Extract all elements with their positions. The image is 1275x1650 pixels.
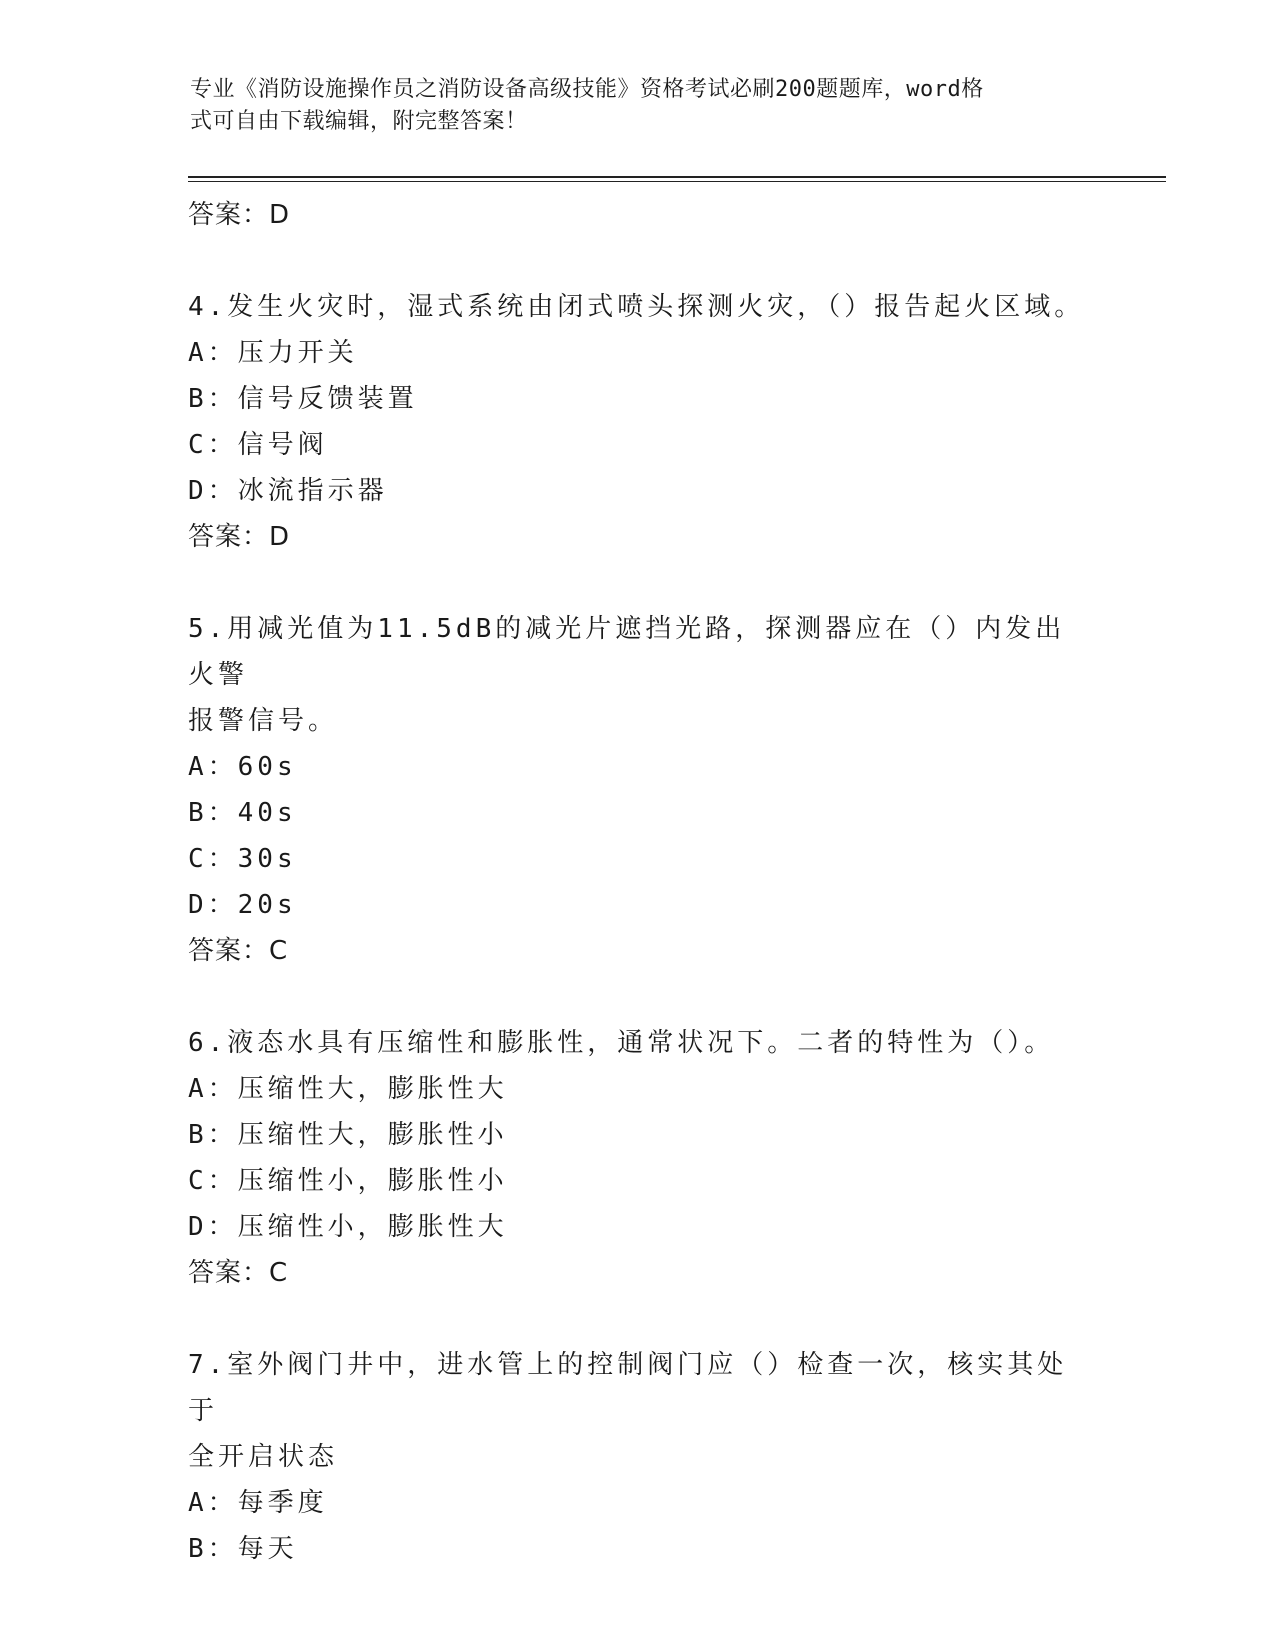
option-a: A：压缩性大，膨胀性大: [188, 1074, 508, 1104]
question-stem: 4.发生火灾时，湿式系统由闭式喷头探测火灾，（）报告起火区域。: [188, 292, 1085, 322]
header-divider-bottom: [188, 181, 1166, 182]
header-line-1: 专业《消防设施操作员之消防设备高级技能》资格考试必刷200题题库，word格: [190, 77, 984, 102]
option-b: B：每天: [188, 1534, 298, 1564]
option-d: D：冰流指示器: [188, 476, 388, 506]
question-stem-continued: 全开启状态: [188, 1442, 339, 1472]
question-block: [188, 1020, 1088, 1296]
answer-line: 答案：C: [188, 1258, 289, 1288]
answer-line: 答案：D: [188, 200, 291, 230]
option-c: C：30s: [188, 844, 297, 874]
question-block: [188, 1342, 1088, 1572]
answer-line: 答案：D: [188, 522, 291, 552]
question-block: [188, 284, 1088, 560]
answer-line: 答案：C: [188, 936, 289, 966]
document-header: [190, 74, 1090, 138]
option-a: A：压力开关: [188, 338, 358, 368]
document-body: [188, 192, 1088, 1572]
option-b: B：40s: [188, 798, 297, 828]
question-stem-continued: 报警信号。: [188, 706, 339, 736]
option-b: B：信号反馈装置: [188, 384, 418, 414]
question-stem: 6.液态水具有压缩性和膨胀性，通常状况下。二者的特性为（）。: [188, 1028, 1055, 1058]
header-line-2: 式可自由下载编辑，附完整答案！: [190, 109, 528, 134]
option-a: A：60s: [188, 752, 297, 782]
question-block: [188, 606, 1088, 974]
question-stem: 5.用减光值为11.5dB的减光片遮挡光路，探测器应在（）内发出火警: [188, 614, 1066, 690]
option-c: C：压缩性小，膨胀性小: [188, 1166, 508, 1196]
option-a: A：每季度: [188, 1488, 328, 1518]
header-divider-top: [188, 176, 1166, 178]
option-d: D：压缩性小，膨胀性大: [188, 1212, 508, 1242]
option-c: C：信号阀: [188, 430, 328, 460]
option-b: B：压缩性大，膨胀性小: [188, 1120, 508, 1150]
question-stem: 7.室外阀门井中，进水管上的控制阀门应（）检查一次，核实其处于: [188, 1350, 1068, 1426]
option-d: D：20s: [188, 890, 297, 920]
